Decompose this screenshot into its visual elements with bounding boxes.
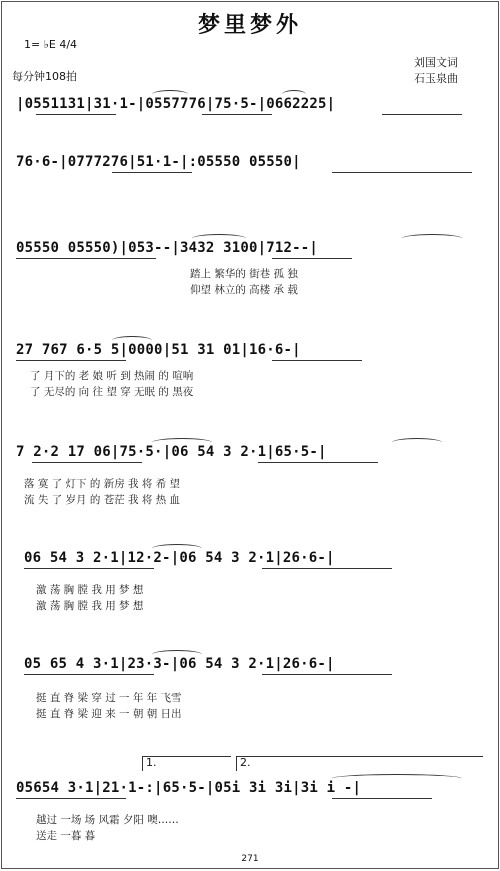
slur — [192, 234, 246, 243]
slur — [282, 90, 306, 99]
composer-credit: 石玉泉曲 — [414, 72, 458, 85]
score-page — [1, 1, 499, 869]
lyrics-row-4-verse-2: 了 无尽的 向 往 望 穿 无眠 的 黑夜 — [30, 386, 194, 398]
beam-underline — [32, 462, 142, 463]
notation-row-5: 7 2·2 17 06|75·5·|06 54 3 2·1|65·5-| — [16, 444, 327, 460]
slur — [152, 438, 212, 447]
notation-row-3: 05550 05550)|053--|3432 3100|712--| — [16, 240, 319, 256]
beam-underline — [24, 568, 154, 569]
notation-row-4: 27 767 6·5 5|0000|51 31 01|16·6-| — [16, 342, 301, 358]
beam-underline — [262, 568, 392, 569]
slur — [152, 90, 188, 99]
lyrics-row-8-verse-2: 送走 一暮 暮 — [36, 830, 96, 842]
lyrics-row-7-verse-1: 挺 直 脊 梁 穿 过 一 年 年 飞雪 — [36, 692, 182, 704]
lyrics-row-3-verse-1: 踏上 繁华的 街巷 孤 独 — [190, 268, 298, 280]
lyrics-row-7-verse-2: 挺 直 脊 梁 迎 来 一 朝 朝 日出 — [36, 708, 182, 720]
notation-row-8: 05654 3·1|21·1-:|65·5-|05i 3i 3i|3i i -| — [16, 780, 362, 796]
beam-underline — [202, 114, 272, 115]
page-number: 271 — [241, 854, 259, 864]
beam-underline — [262, 674, 392, 675]
slur — [402, 234, 462, 243]
beam-underline — [112, 172, 192, 173]
beam-underline — [16, 360, 126, 361]
beam-underline — [272, 258, 352, 259]
lyrics-row-5-verse-1: 落 寞 了 灯下 的 新房 我 将 希 望 — [24, 478, 181, 490]
notation-row-1: |0551131|31·1-|0557776|75·5-|0662225| — [16, 96, 336, 112]
lyrics-row-6-verse-2: 激 荡 胸 膛 我 用 梦 想 — [36, 600, 144, 612]
volta-label-1: 1. — [146, 756, 157, 769]
slur — [332, 774, 462, 783]
beam-underline — [332, 798, 432, 799]
beam-underline — [16, 258, 156, 259]
notation-row-2: 76·6-|0777276|51·1-|:05550 05550| — [16, 154, 301, 170]
lyrics-row-5-verse-2: 流 失 了 岁月 的 苍茫 我 将 热 血 — [24, 494, 181, 506]
lyrics-row-8-verse-1: 越过 一场 场 风霜 夕阳 噢…… — [36, 814, 179, 826]
slur — [152, 650, 202, 659]
lyricist-credit: 刘国文词 — [414, 56, 458, 69]
slur — [152, 544, 202, 553]
slur — [112, 336, 152, 345]
beam-underline — [258, 462, 378, 463]
beam-underline — [272, 360, 362, 361]
notation-row-6: 06 54 3 2·1|12·2-|06 54 3 2·1|26·6-| — [24, 550, 335, 566]
lyrics-row-4-verse-1: 了 月下的 老 娘 听 到 热闹 的 喧响 — [30, 370, 194, 382]
volta-label-2: 2. — [240, 756, 251, 769]
beam-underline — [332, 172, 472, 173]
song-title: 梦里梦外 — [197, 12, 302, 38]
volta-bracket-2 — [236, 756, 483, 771]
lyrics-row-6-verse-1: 激 荡 胸 膛 我 用 梦 想 — [36, 584, 144, 596]
beam-underline — [16, 798, 126, 799]
lyrics-row-3-verse-2: 仰望 林立的 高楼 承 载 — [190, 284, 298, 296]
slur — [392, 438, 442, 447]
beam-underline — [36, 114, 116, 115]
beam-underline — [24, 674, 154, 675]
notation-row-7: 05 65 4 3·1|23·3-|06 54 3 2·1|26·6-| — [24, 656, 335, 672]
key-signature: 1= ♭E 4/4 — [24, 38, 78, 51]
beam-underline — [382, 114, 462, 115]
tempo-marking: 每分钟108拍 — [12, 70, 77, 83]
